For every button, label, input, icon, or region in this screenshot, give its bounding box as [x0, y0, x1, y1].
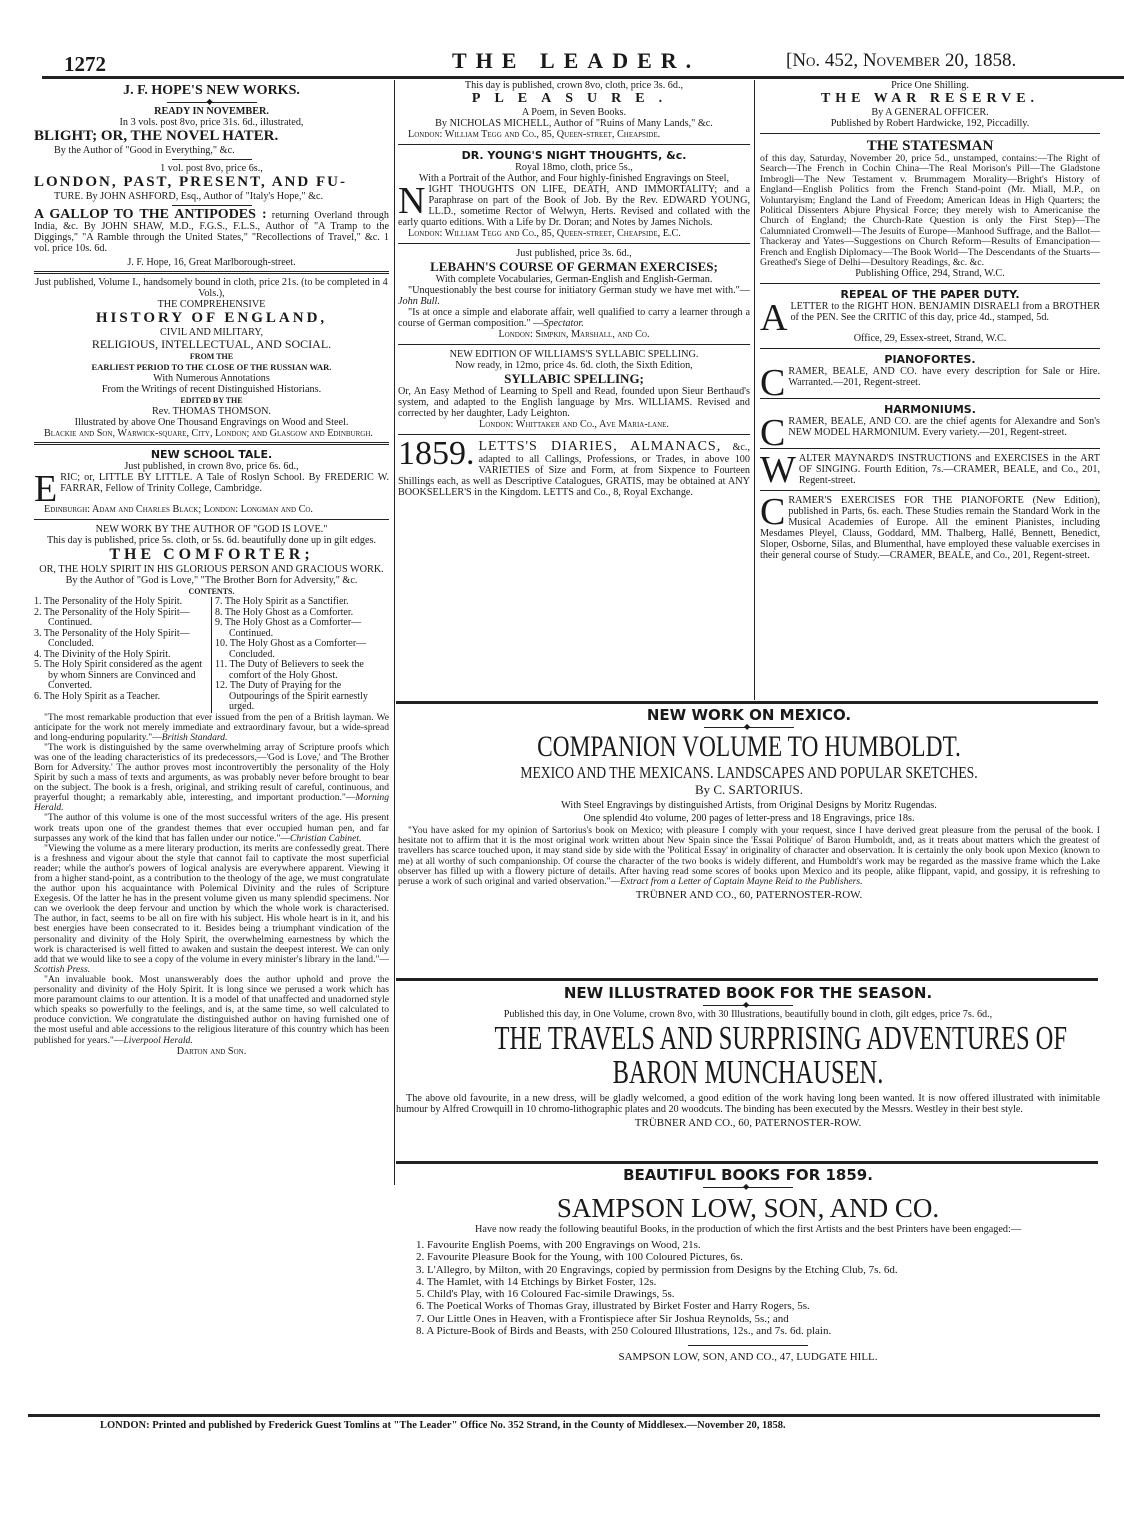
divider [34, 519, 389, 520]
letts-ad [398, 435, 750, 498]
history-england-ad [34, 277, 389, 439]
review: "An invaluable book. Most unanswerably does the author uphold and prove the personality and divinity of the Holy Spirit. It is long since we perused a work which has more paramount claims to our attention. It is a model of that unaffected and unadorned style which speaks so powerfully to the feelings, and is, at the same time, so well calculated to produce conviction. We congratulate the distinguished author on having furnished one of the most useful and able accessions to the religious literature of this country which has been published for years."—Liverpool Herald. [34, 973, 389, 1046]
book-list [396, 1239, 1100, 1337]
munchausen-body: The above old favourite, in a new dress, will be gladly welcomed, a good edition of the work having long been wanted. It is now offered illustrated with inimitable humour by Alfred Crowquill in 10 chromo-lithographic plates and 20 woodcuts. The binding has been executed by the Messrs. Westley in their best style. [396, 1093, 1100, 1115]
maynard-body: ALTER MAYNARD'S INSTRUCTIONS and EXERCISES in the ART OF SINGING. Fourth Edition, 7s.—CRAMER, BEALE, and Co., 201, Regent-street. [798, 453, 1100, 487]
contents-label: CONTENTS. [188, 587, 235, 596]
pleasure-publisher: London: William Tegg and Co., 85, Queen-street, Cheapside. [408, 129, 661, 140]
war-title: THE WAR RESERVE. [820, 91, 1040, 106]
mexico-header: NEW WORK ON MEXICO. [646, 706, 852, 724]
issue-date: [No. 452, November 20, 1858. [786, 50, 1017, 71]
contents-item: 2. The Personality of the Holy Spirit—Continued. [34, 606, 190, 628]
munchausen-ad [396, 984, 1100, 1131]
eric-price: Just published, in crown 8vo, price 6s. 6d., [124, 461, 299, 472]
review: "The author of this volume is one of the most successful writers of the age. His present work treats upon one of the grandest themes that ever occupied human pen, and far surpasses any work of the kind that has fallen under our notice."—Christian Cabinet. [34, 812, 389, 844]
letts-body: &c., adapted to all Callings, Professions, or Trades, in above 100 VARIETIES of Size and Form, at from Sixpence to Fourteen Shillings each, as well as Descriptive Catalogues, GRATIS, may be obtained at ANY BOOKSELLER'S in the Kingdom. LETTS and Co., 8, Royal Exchange. [398, 442, 750, 498]
munchausen-title-2: BARON MUNCHAUSEN. [612, 1054, 884, 1091]
munchausen-header: NEW ILLUSTRATED BOOK FOR THE SEASON. [563, 984, 933, 1002]
war-price: Price One Shilling. [891, 80, 969, 91]
newspaper-title: THE LEADER. [452, 48, 701, 73]
lebahn-quote: "Unquestionably the best course for initiatory German study we have met with."—John Bull. [398, 285, 750, 307]
syllabic-body: Or, An Easy Method of Learning to Spell and Read, founded upon Sieur Berthaud's system, and adapted to the English language by Mrs. WILLIAMS. Revised and corrected by her daughter, Lady Leighton. [398, 386, 750, 419]
book-list-item: 7. Our Little Ones in Heaven, with a Frontispiece after Sir Joshua Reynolds, 5s.; and [416, 1312, 789, 1325]
lebahn-ad [398, 248, 750, 340]
ornament-divider [703, 1005, 793, 1006]
comforter-header: NEW WORK BY THE AUTHOR OF "GOD IS LOVE." [95, 524, 328, 535]
drop-cap: N [398, 180, 426, 222]
sampson-title: SAMPSON LOW, SON, AND CO. [556, 1193, 940, 1223]
column-divider-1 [394, 80, 395, 1185]
pleasure-by: By NICHOLAS MICHELL, Author of "Ruins of Many Lands," &c. [435, 118, 713, 129]
statesman-title: THE STATESMAN [866, 138, 994, 154]
column-divider-2 [754, 80, 755, 700]
gallop-title: A GALLOP TO THE ANTIPODES : [34, 207, 267, 222]
war-reserve-ad [760, 80, 1100, 129]
drop-cap: C [760, 491, 786, 534]
contents-item: 8. The Holy Ghost as a Comforter. [215, 606, 354, 618]
history-editor: Rev. THOMAS THOMSON. [152, 406, 271, 417]
divider [398, 243, 750, 244]
young-header: DR. YOUNG'S NIGHT THOUGHTS, &c. [461, 149, 687, 162]
repeal-body: LETTER to the RIGHT HON. BENJAMIN DISRAELI from a BROTHER of the PEN. See the CRITIC of this day, price 4d., stamped, 5d. [790, 301, 1100, 324]
comforter-title: THE COMFORTER; [109, 546, 314, 563]
hope-publisher: J. F. Hope, 16, Great Marlborough-street. [127, 257, 296, 268]
contents-table [34, 597, 389, 713]
contents-item: 11. The Duty of Believers to seek the comfort of the Holy Ghost. [215, 659, 364, 681]
divider [760, 490, 1100, 491]
book-list-item: 3. L'Allegro, by Milton, with 20 Engravings, copied by permission from Designs by the Etching Club, 7s. 6d. [416, 1263, 898, 1276]
hope-header: J. F. HOPE'S NEW WORKS. [123, 83, 300, 98]
blight-title: BLIGHT; OR, THE NOVEL HATER. [34, 128, 279, 144]
ornament-divider [167, 102, 257, 103]
contents-item: 10. The Holy Ghost as a Comforter—Concluded. [215, 638, 367, 660]
war-publisher: Published by Robert Hardwicke, 192, Piccadilly. [830, 118, 1030, 129]
maynard-ad [760, 449, 1100, 492]
pianofortes-ad [760, 353, 1100, 405]
mexico-quote: "You have asked for my opinion of Sartorius's book on Mexico; with pleasure I comply with your request, since I have derived great pleasure from the perusal of the book. I hesitate not to affirm that it is the most original work written about New Spain since the 'Essai Politique' of Baron Humboldt, and, as it treats about matters which the greatest of travellers has scarce touched upon, it may stand side by side with the 'Political Essay' in originality of character and observation. It is certainly the only book upon Mexico (known to me) at all worthy of such companionship. Of course the character of the two books is widely different, and Humboldt's work may be regarded as the massive frame which the Lake observer has filled up with a flowery picture of details. After having read some scores of books upon Mexico and its people, alike flippant, vapid, and gossipy, it is refreshing to peruse a work of such original and varied observation."—Extract from a Letter of Captain Mayne Reid to the Publishers. [398, 825, 1100, 888]
sampson-address: SAMPSON LOW, SON, AND CO., 47, LUDGATE HILL. [618, 1351, 878, 1364]
lebahn-price: Just published, price 3s. 6d., [516, 248, 632, 259]
syllabic-ad [398, 349, 750, 430]
history-sub2: RELIGIOUS, INTELLECTUAL, AND SOCIAL. [91, 337, 332, 351]
page-number: 1272 [64, 52, 106, 76]
mexico-title: COMPANION VOLUME TO HUMBOLDT. [537, 730, 961, 763]
munchausen-publisher: TRÜBNER AND CO., 60, PATERNOSTER-ROW. [634, 1117, 862, 1129]
lebahn-title: LEBAHN'S COURSE OF GERMAN EXERCISES; [430, 259, 718, 274]
book-list-item: 2. Favourite Pleasure Book for the Young, with 100 Coloured Pictures, 6s. [416, 1251, 743, 1264]
sampson-low-ad [396, 1166, 1100, 1363]
cramer-exercises-ad [760, 491, 1100, 562]
young-publisher: London: William Tegg and Co., 85, Queen-street, Cheapside, E.C. [408, 228, 681, 239]
pleasure-ad [398, 80, 750, 140]
munchausen-intro: Published this day, in One Volume, crown 8vo, with 30 Illustrations, beautifully bound in cloth, gilt edges, price 7s. 6d., [503, 1009, 993, 1020]
young-body: IGHT THOUGHTS ON LIFE, DEATH, AND IMMORTALITY; and a Paraphrase on part of the Book of Job. By the Rev. EDWARD YOUNG, LL.D., sometime Rector of Welwyn, Herts. Revised and collated with the early quarto editions. With a Life by Dr. Doran; and Notes by James Nichols. [398, 184, 750, 228]
sampson-intro: Have now ready the following beautiful Books, in the production of which the first Artists and the best Printers have been engaged:— [474, 1224, 1022, 1235]
book-list-item: 6. The Poetical Works of Thomas Gray, illustrated by Birket Foster and Harry Rogers, 5s. [416, 1300, 810, 1313]
eric-header: NEW SCHOOL TALE. [150, 448, 273, 461]
contents-item: 9. The Holy Ghost as a Comforter—Continued. [215, 617, 362, 639]
history-annotations: With Numerous Annotations [153, 373, 270, 384]
review: "Viewing the volume as a mere literary production, its merits are confessedly great. There is a freshness and vigour about the style that cannot fail to captivate the most superficial reader; while the author's powers of logical analysis are everywhere apparent. Viewing it from a higher stand-point, as a contribution to the theology of the age, we must congratulate the author upon his acquaintance with Polemical Divinity and the rules of Scripture Exegesis. Of the latter he has in the present volume given us many splendid specimens. Nor can we overlook the deep fervour and unction by which the whole work is characterised. The author, in fact, seems to be all on fire with his subject. His whole heart is in it, and his best energies have been consecrated to it. Besides being a triumphant vindication of the personality and divinity of the Holy Spirit, the overwhelming earnestness by which the work is characterised is well fitted to awaken and sustain the deepest interest. We can only add that we would like to see a copy of the volume in every minister's library in the land."—Scottish Press. [34, 842, 389, 975]
statesman-body: of this day, Saturday, November 20, price 5d., unstamped, contains:—The Right of Search—The French in Cochin China—The Real Morison's Pill—The Gladstone Imbrogli—The New Testament v. Brummagem Morality—Bright's History of England—English Politics from the French Stand-point (Mr. Miall, M.P., on Voluntaryism; England the Land of Freedom; American Ideas in High Quarters; the Political Dissenters Abjure Physical Force; they merely wish to Americanise the Church of England; the Church-Rate Question is only the First Step)—The Calumniated Cromwell—The Jesuits of Europe—Manhood Suffrage, and the Ballot—Thackeray and Yates—Suggestions on Church Reform—Results of Emancipation—French and English Diplomacy—The Book World—The Descendants of the Stuarts—Greathed's Siege of Delhi—Desultory Readings, &c. &c. [760, 153, 1100, 269]
ornament-divider [703, 1187, 793, 1188]
repeal-office: Office, 29, Essex-street, Strand, W.C. [853, 333, 1007, 345]
history-illustrated: Illustrated by above One Thousand Engravings on Wood and Steel. [74, 417, 349, 428]
divider [760, 133, 1100, 134]
column-2 [398, 80, 750, 498]
london-rest: TURE. By JOHN ASHFORD, Esq., Author of "Italy's Hope," &c. [54, 191, 324, 202]
drop-cap: A [760, 297, 788, 340]
divider [760, 283, 1100, 284]
contents-item: 6. The Holy Spirit as a Teacher. [34, 690, 161, 702]
repeal-ad [760, 288, 1100, 344]
harmonium-body: RAMER, BEALE, AND CO. are the chief agents for Alexandre and Son's NEW MODEL HARMONIUM. Every variety.—201, Regent-street. [788, 416, 1100, 439]
harmoniums-ad [760, 403, 1100, 455]
column-3 [760, 80, 1100, 561]
statesman-office: Publishing Office, 294, Strand, W.C. [855, 268, 1005, 280]
history-comprehensive: THE COMPREHENSIVE [157, 299, 266, 310]
history-edited: EDITED BY THE [180, 396, 243, 405]
pleasure-intro: This day is published, crown 8vo, cloth, price 3s. 6d., [464, 80, 684, 91]
divider [398, 144, 750, 145]
section-rule [396, 701, 1098, 704]
piano-body: RAMER, BEALE, AND CO. have every description for Sale or Hire. Warranted.—201, Regent-street. [788, 366, 1100, 389]
eric-ad [34, 448, 389, 515]
cramer-body: RAMER'S EXERCISES FOR THE PIANOFORTE (New Edition), published in Parts, 6s. each. These Studies remain the Standard Work in the Musical Academies of Europe. All the eminent Pianistes, including Mesdames Pleyel, Clauss, Goddard, MM. Thalberg, Hallé, Bennett, Benedict, Sloper, Osborne, Silas, and Blumenthal, have employed these valuable exercises in their general course of Study.—CRAMER, BEALE, and Co., 201, Regent-street. [760, 495, 1100, 562]
london-price: 1 vol. post 8vo, price 6s., [160, 163, 263, 174]
blight-price: In 3 vols. post 8vo, price 31s. 6d., illustrated, [119, 117, 304, 128]
syllabic-price: Now ready, in 12mo, price 4s. 6d. cloth, the Sixth Edition, [455, 360, 693, 371]
book-list-item: 5. Child's Play, with 16 Coloured Fac-simile Drawings, 5s. [416, 1288, 675, 1301]
column-1 [34, 82, 389, 1057]
section-rule [396, 1161, 1098, 1164]
drop-cap: C [760, 412, 786, 455]
masthead-rule [42, 76, 1124, 79]
blight-by: By the Author of "Good in Everything," &c. [54, 145, 235, 156]
review: "The work is distinguished by the same overwhelming array of Scripture proofs which was one of the leading characteristics of its predecessors,—'God is Love,' and 'The Brother Born for Adversity.' The author proves most incontrovertibly the personality of the Holy Spirit by such a mass of texts and arguments, as was probably never before brought to bear on the subject. The book is a fresh, original, and striking result of careful, continuous, and prayerful thought; a remarkably able, interesting, and important production."—Morning Herald. [34, 741, 389, 814]
comforter-publisher: Darton and Son. [176, 1045, 247, 1057]
mexico-publisher: TRÜBNER AND CO., 60, PATERNOSTER-ROW. [635, 889, 863, 902]
ready-label: READY IN NOVEMBER. [154, 106, 269, 117]
review: "The most remarkable production that ever issued from the pen of a British layman. We anticipate for the work not merely immediate and extraordinary favour, but a wide-spread and long-enduring popularity."—British Standard. [34, 711, 389, 743]
history-publisher: Blackie and Son, Warwick-square, City, London; and Glasgow and Edinburgh. [44, 428, 373, 439]
drop-cap: C [760, 362, 786, 405]
young-price: Royal 18mo, cloth, price 5s., [515, 162, 633, 173]
comforter-price: This day is published, price 5s. cloth, or 5s. 6d. beautifully done up in gilt edges. [46, 535, 377, 546]
book-list-item: 4. The Hamlet, with 14 Etchings by Birket Foster, 12s. [416, 1275, 657, 1288]
history-sub1: CIVIL AND MILITARY, [159, 327, 264, 338]
syllabic-publisher: London: Whittaker and Co., Ave Maria-lane. [479, 419, 669, 430]
gallop-rest: returning Overland through India, &c. By JOHN SHAW, M.D., F.G.S., F.L.S., Author of "A Tramp to the Diggings," "A Ramble through the United States," "Recollections of Travel," &c. 1 vol. price 10s. 6d. [34, 210, 389, 254]
young-ad [398, 149, 750, 239]
drop-cap: W [760, 449, 796, 492]
letts-title: LETTS'S DIARIES, ALMANACS, [478, 439, 722, 454]
lebahn-sub: With complete Vocabularies, German-English and English-German. [435, 274, 713, 285]
pleasure-subtitle: A Poem, in Seven Books. [521, 107, 627, 118]
contents-item: 3. The Personality of the Holy Spirit—Concluded. [34, 627, 190, 649]
section-rule [396, 978, 1098, 981]
hope-ad [34, 82, 389, 268]
piano-header: PIANOFORTES. [884, 353, 976, 367]
mexico-volume: One splendid 4to volume, 200 pages of letter-press and 18 Engravings, price 18s. [583, 813, 915, 824]
london-title: LONDON, PAST, PRESENT, AND FU- [34, 174, 347, 190]
sampson-header: BEAUTIFUL BOOKS FOR 1859. [623, 1166, 873, 1184]
statesman-ad [760, 138, 1100, 279]
comforter-subtitle: OR, THE HOLY SPIRIT IN HIS GLORIOUS PERSON AND GRACIOUS WORK. [39, 564, 384, 575]
letts-year: 1859. [398, 435, 475, 472]
syllabic-header: NEW EDITION OF WILLIAMS'S SYLLABIC SPELLING. [449, 349, 699, 360]
comforter-by: By the Author of "God is Love," "The Brother Born for Adversity," &c. [65, 575, 358, 586]
history-writings: From the Writings of recent Distinguished Historians. [101, 384, 322, 395]
drop-cap: E [34, 468, 58, 510]
divider [760, 348, 1100, 349]
footer-imprint: LONDON: Printed and published by Frederick Guest Tomlins at "The Leader" Office No. 352 Strand, in the County of Middlesex.—November 20, 1858. [100, 1420, 786, 1431]
book-list-item: 8. A Picture-Book of Birds and Beasts, with 250 Coloured Illustrations, 12s., and 7s. 6d. plain. [416, 1325, 832, 1338]
divider [760, 448, 1100, 449]
contents-item: 1. The Personality of the Holy Spirit. [34, 596, 183, 607]
history-period: EARLIEST PERIOD TO THE CLOSE OF THE RUSSIAN WAR. [91, 362, 332, 372]
pleasure-title: PLEASURE. [471, 91, 677, 106]
divider [34, 442, 389, 445]
repeal-header: REPEAL OF THE PAPER DUTY. [840, 288, 1020, 302]
mexico-engravings: With Steel Engravings by distinguished Artists, from Original Designs by Moritz Rugendas. [561, 800, 937, 811]
footer-rule [28, 1414, 1100, 1417]
history-intro: Just published, Volume I., handsomely bound in cloth, price 21s. (to be completed in 4 Vols.), [35, 277, 388, 299]
divider [398, 344, 750, 345]
eric-body: RIC; or, LITTLE BY LITTLE. A Tale of Roslyn School. By FREDERIC W. FARRAR, Fellow of Trinity College, Cambridge. [60, 472, 389, 494]
divider [172, 159, 252, 160]
mexico-by: By C. SARTORIUS. [694, 782, 804, 797]
syllabic-title: SYLLABIC SPELLING; [504, 371, 644, 386]
eric-publisher: Edinburgh: Adam and Charles Black; London: Longman and Co. [44, 504, 313, 515]
history-from: FROM THE [189, 352, 234, 361]
history-title: HISTORY OF ENGLAND, [95, 310, 328, 326]
lebahn-publisher: London: Simpkin, Marshall, and Co. [498, 329, 650, 340]
mexico-ad [398, 706, 1100, 901]
divider [34, 271, 389, 274]
mexico-subtitle: MEXICO AND THE MEXICANS. LANDSCAPES AND POPULAR SKETCHES. [520, 763, 978, 782]
young-portrait: With a Portrait of the Author, and Four highly-finished Engravings on Steel, [418, 173, 730, 184]
munchausen-title-1: THE TRAVELS AND SURPRISING ADVENTURES OF [494, 1020, 1067, 1057]
comforter-ad [34, 524, 389, 1057]
war-by: By A GENERAL OFFICER. [871, 107, 989, 118]
contents-item: 7. The Holy Spirit as a Sanctifier. [215, 596, 349, 607]
lebahn-quote: "Is at once a simple and elaborate affair, well qualified to carry a learner through a course of German composition." —Spectator. [398, 307, 750, 329]
contents-item: 4. The Divinity of the Holy Spirit. [34, 648, 171, 660]
contents-item: 12. The Duty of Praying for the Outpourings of the Spirit earnestly urged. [215, 680, 368, 712]
ornament-divider [704, 727, 794, 728]
harmonium-header: HARMONIUMS. [884, 403, 976, 417]
book-list-item: 1. Favourite English Poems, with 200 Engravings on Wood, 21s. [416, 1239, 701, 1251]
contents-item: 5. The Holy Spirit considered as the agent by whom Sinners are Convinced and Converted. [34, 659, 203, 691]
divider [688, 1345, 808, 1346]
divider [172, 205, 252, 206]
divider [760, 398, 1100, 399]
